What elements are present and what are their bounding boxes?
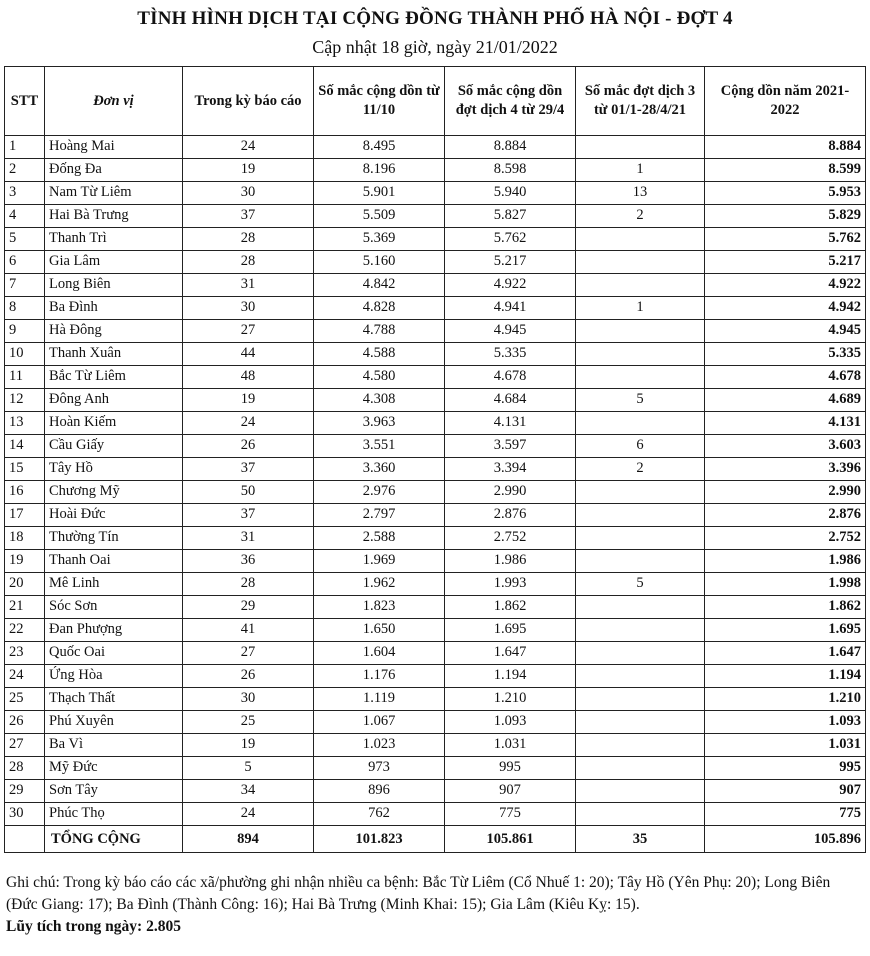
cell-period: 34	[183, 780, 314, 803]
cell-period: 27	[183, 642, 314, 665]
cell-unit: Tây Hồ	[45, 458, 183, 481]
cell-since-1110: 8.495	[314, 136, 445, 159]
cell-stt: 18	[5, 527, 45, 550]
cell-total: 4.945	[705, 320, 866, 343]
cell-stt: 27	[5, 734, 45, 757]
cell-since-1110: 2.976	[314, 481, 445, 504]
cell-unit: Thanh Trì	[45, 228, 183, 251]
table-row	[5, 136, 866, 159]
cell-since-1110: 2.588	[314, 527, 445, 550]
cell-since-1110: 4.828	[314, 297, 445, 320]
cell-unit: Mỹ Đức	[45, 757, 183, 780]
cell-wave4: 4.922	[445, 274, 576, 297]
cell-stt: 19	[5, 550, 45, 573]
cell-unit: Đông Anh	[45, 389, 183, 412]
cell-since-1110: 4.588	[314, 343, 445, 366]
cell-wave4: 8.598	[445, 159, 576, 182]
cell-wave3: 5	[576, 389, 705, 412]
cell-stt: 20	[5, 573, 45, 596]
cell-period: 36	[183, 550, 314, 573]
cell-since-1110: 1.067	[314, 711, 445, 734]
cell-unit: Đống Đa	[45, 159, 183, 182]
table-row	[5, 366, 866, 389]
cell-unit: Đan Phượng	[45, 619, 183, 642]
table-header-row	[5, 67, 866, 136]
cell-wave4: 2.752	[445, 527, 576, 550]
cell-unit: Thường Tín	[45, 527, 183, 550]
cell-period: 25	[183, 711, 314, 734]
cell-since-1110: 1.962	[314, 573, 445, 596]
cell-unit: Long Biên	[45, 274, 183, 297]
cell-wave3: 1	[576, 159, 705, 182]
cell-stt: 4	[5, 205, 45, 228]
cell-total: 5.953	[705, 182, 866, 205]
cell-wave4: 1.093	[445, 711, 576, 734]
cell-total: 1.031	[705, 734, 866, 757]
table-row	[5, 642, 866, 665]
cell-period: 31	[183, 527, 314, 550]
cell-total: 4.678	[705, 366, 866, 389]
cell-period: 31	[183, 274, 314, 297]
cell-unit: Hai Bà Trưng	[45, 205, 183, 228]
cell-stt: 14	[5, 435, 45, 458]
cell-period: 27	[183, 320, 314, 343]
table-row	[5, 412, 866, 435]
cell-unit: Thanh Oai	[45, 550, 183, 573]
cell-wave4: 1.993	[445, 573, 576, 596]
cell-wave3	[576, 734, 705, 757]
cell-stt: 21	[5, 596, 45, 619]
cell-wave3	[576, 711, 705, 734]
cell-period: 30	[183, 297, 314, 320]
cell-since-1110: 1.176	[314, 665, 445, 688]
cell-since-1110: 1.969	[314, 550, 445, 573]
cell-since-1110: 1.823	[314, 596, 445, 619]
cell-total: 1.210	[705, 688, 866, 711]
cell-wave4: 3.394	[445, 458, 576, 481]
cell-stt: 22	[5, 619, 45, 642]
cell-total: 1.986	[705, 550, 866, 573]
total-wave3: 35	[576, 826, 705, 853]
document-title: TÌNH HÌNH DỊCH TẠI CỘNG ĐỒNG THÀNH PHỐ HÀ NỘI - ĐỢT 4	[137, 8, 733, 29]
cell-unit: Ba Đình	[45, 297, 183, 320]
cell-wave4: 8.884	[445, 136, 576, 159]
cell-wave3	[576, 136, 705, 159]
cell-wave3: 13	[576, 182, 705, 205]
cell-since-1110: 4.580	[314, 366, 445, 389]
cell-stt: 7	[5, 274, 45, 297]
cell-total: 5.829	[705, 205, 866, 228]
cell-wave3: 5	[576, 573, 705, 596]
header-wave3: Số mắc đợt dịch 3 từ 01/1-28/4/21	[576, 67, 705, 136]
cell-since-1110: 3.360	[314, 458, 445, 481]
table-row	[5, 734, 866, 757]
cell-total: 2.876	[705, 504, 866, 527]
cell-period: 19	[183, 389, 314, 412]
cell-wave4: 995	[445, 757, 576, 780]
cell-wave4: 775	[445, 803, 576, 826]
cell-unit: Quốc Oai	[45, 642, 183, 665]
cell-total: 1.695	[705, 619, 866, 642]
cell-since-1110: 1.119	[314, 688, 445, 711]
total-row	[5, 826, 866, 853]
cell-unit: Cầu Giấy	[45, 435, 183, 458]
cell-wave4: 1.695	[445, 619, 576, 642]
cell-wave4: 1.647	[445, 642, 576, 665]
cell-stt: 16	[5, 481, 45, 504]
header-since-1110: Số mắc cộng dồn từ 11/10	[314, 67, 445, 136]
cell-total: 4.131	[705, 412, 866, 435]
cell-period: 29	[183, 596, 314, 619]
table-row	[5, 205, 866, 228]
cell-wave4: 1.210	[445, 688, 576, 711]
cell-wave3: 6	[576, 435, 705, 458]
cell-wave4: 4.945	[445, 320, 576, 343]
cell-wave4: 1.862	[445, 596, 576, 619]
cell-total: 1.647	[705, 642, 866, 665]
cell-period: 19	[183, 159, 314, 182]
cell-wave3	[576, 757, 705, 780]
cell-since-1110: 5.901	[314, 182, 445, 205]
cell-since-1110: 1.023	[314, 734, 445, 757]
cell-stt: 10	[5, 343, 45, 366]
cell-since-1110: 4.308	[314, 389, 445, 412]
cell-stt: 28	[5, 757, 45, 780]
cell-period: 24	[183, 136, 314, 159]
update-time: Cập nhật 18 giờ, ngày 21/01/2022	[312, 37, 558, 57]
total-total: 105.896	[705, 826, 866, 853]
cell-wave4: 1.031	[445, 734, 576, 757]
daily-cumulative: Lũy tích trong ngày: 2.805	[6, 918, 181, 935]
cell-stt: 12	[5, 389, 45, 412]
total-row-stt	[5, 826, 45, 853]
table-row	[5, 803, 866, 826]
header-period: Trong kỳ báo cáo	[183, 67, 314, 136]
cell-unit: Ứng Hòa	[45, 665, 183, 688]
cell-total: 4.689	[705, 389, 866, 412]
cell-total: 1.862	[705, 596, 866, 619]
table-row	[5, 596, 866, 619]
cell-total: 1.093	[705, 711, 866, 734]
cell-wave3	[576, 527, 705, 550]
cell-unit: Hoàng Mai	[45, 136, 183, 159]
cell-stt: 24	[5, 665, 45, 688]
cell-stt: 11	[5, 366, 45, 389]
cell-wave4: 4.941	[445, 297, 576, 320]
cell-wave3	[576, 596, 705, 619]
cell-since-1110: 8.196	[314, 159, 445, 182]
cell-unit: Mê Linh	[45, 573, 183, 596]
cell-total: 4.922	[705, 274, 866, 297]
cell-stt: 5	[5, 228, 45, 251]
cell-wave4: 4.131	[445, 412, 576, 435]
cell-wave4: 5.827	[445, 205, 576, 228]
cell-period: 30	[183, 182, 314, 205]
header-wave4: Số mắc cộng dồn đợt dịch 4 từ 29/4	[445, 67, 576, 136]
cell-total: 8.884	[705, 136, 866, 159]
cell-wave3	[576, 504, 705, 527]
cell-period: 37	[183, 504, 314, 527]
cell-stt: 15	[5, 458, 45, 481]
table-row	[5, 435, 866, 458]
cell-total: 1.998	[705, 573, 866, 596]
cell-wave3	[576, 550, 705, 573]
cell-wave4: 2.990	[445, 481, 576, 504]
table-row	[5, 757, 866, 780]
table-row	[5, 665, 866, 688]
cell-total: 1.194	[705, 665, 866, 688]
cell-since-1110: 896	[314, 780, 445, 803]
table-row	[5, 389, 866, 412]
header-stt: STT	[5, 67, 45, 136]
cell-wave4: 4.684	[445, 389, 576, 412]
table-body	[5, 136, 866, 826]
table-row	[5, 274, 866, 297]
total-period: 894	[183, 826, 314, 853]
cell-period: 26	[183, 435, 314, 458]
cell-period: 24	[183, 803, 314, 826]
cell-period: 5	[183, 757, 314, 780]
cell-unit: Gia Lâm	[45, 251, 183, 274]
cell-wave4: 1.986	[445, 550, 576, 573]
cell-unit: Hoàn Kiếm	[45, 412, 183, 435]
cell-wave4: 5.940	[445, 182, 576, 205]
cell-stt: 2	[5, 159, 45, 182]
cell-unit: Bắc Từ Liêm	[45, 366, 183, 389]
cell-period: 48	[183, 366, 314, 389]
cell-wave3	[576, 803, 705, 826]
cell-since-1110: 5.509	[314, 205, 445, 228]
table-row	[5, 504, 866, 527]
cell-stt: 30	[5, 803, 45, 826]
total-label: TỔNG CỘNG	[45, 826, 183, 853]
cell-wave3	[576, 619, 705, 642]
cell-period: 24	[183, 412, 314, 435]
cell-wave3: 1	[576, 297, 705, 320]
cell-wave3	[576, 780, 705, 803]
cell-total: 5.762	[705, 228, 866, 251]
cell-wave4: 2.876	[445, 504, 576, 527]
cell-unit: Sơn Tây	[45, 780, 183, 803]
cell-stt: 6	[5, 251, 45, 274]
table-row	[5, 711, 866, 734]
table-row	[5, 343, 866, 366]
cell-stt: 26	[5, 711, 45, 734]
total-since-1110: 101.823	[314, 826, 445, 853]
cell-unit: Thạch Thất	[45, 688, 183, 711]
cell-stt: 29	[5, 780, 45, 803]
cell-period: 30	[183, 688, 314, 711]
table-row	[5, 320, 866, 343]
cell-wave3	[576, 320, 705, 343]
cell-since-1110: 2.797	[314, 504, 445, 527]
cell-total: 995	[705, 757, 866, 780]
cell-unit: Phúc Thọ	[45, 803, 183, 826]
cell-unit: Phú Xuyên	[45, 711, 183, 734]
cell-wave3	[576, 688, 705, 711]
table-row	[5, 297, 866, 320]
cell-stt: 1	[5, 136, 45, 159]
district-case-table	[4, 66, 866, 853]
cell-since-1110: 5.160	[314, 251, 445, 274]
cell-wave4: 5.217	[445, 251, 576, 274]
cell-since-1110: 762	[314, 803, 445, 826]
cell-since-1110: 4.842	[314, 274, 445, 297]
cell-period: 44	[183, 343, 314, 366]
cell-unit: Hà Đông	[45, 320, 183, 343]
header-unit: Đơn vị	[45, 67, 183, 136]
cell-stt: 17	[5, 504, 45, 527]
footnote: Ghi chú: Trong kỳ báo cáo các xã/phường ghi nhận nhiều ca bệnh: Bắc Từ Liêm (Cổ Nhuế 1: 20); Tây Hồ (Yên Phụ: 20); Long Biên (Đức Giang: 17); Ba Đình (Thành Công: 16); Hai Bà Trưng (Minh Khai: 15); Gia Lâm (Kiêu Kỵ: 15).	[6, 874, 831, 913]
cell-total: 775	[705, 803, 866, 826]
cell-wave3	[576, 481, 705, 504]
table-row	[5, 228, 866, 251]
cell-since-1110: 4.788	[314, 320, 445, 343]
cell-since-1110: 973	[314, 757, 445, 780]
cell-wave3	[576, 642, 705, 665]
cell-since-1110: 1.604	[314, 642, 445, 665]
cell-wave3: 2	[576, 205, 705, 228]
cell-unit: Ba Vì	[45, 734, 183, 757]
cell-stt: 13	[5, 412, 45, 435]
cell-wave4: 5.335	[445, 343, 576, 366]
cell-wave3	[576, 228, 705, 251]
table-row	[5, 573, 866, 596]
cell-wave3	[576, 343, 705, 366]
cell-unit: Hoài Đức	[45, 504, 183, 527]
cell-wave3	[576, 366, 705, 389]
cell-total: 2.990	[705, 481, 866, 504]
total-wave4: 105.861	[445, 826, 576, 853]
cell-stt: 8	[5, 297, 45, 320]
cell-wave4: 1.194	[445, 665, 576, 688]
cell-wave4: 3.597	[445, 435, 576, 458]
cell-unit: Chương Mỹ	[45, 481, 183, 504]
cell-total: 5.217	[705, 251, 866, 274]
cell-period: 28	[183, 573, 314, 596]
cell-stt: 25	[5, 688, 45, 711]
table-row	[5, 527, 866, 550]
cell-stt: 3	[5, 182, 45, 205]
cell-unit: Nam Từ Liêm	[45, 182, 183, 205]
cell-total: 3.396	[705, 458, 866, 481]
table-row	[5, 688, 866, 711]
cell-wave3	[576, 665, 705, 688]
cell-unit: Sóc Sơn	[45, 596, 183, 619]
cell-wave4: 4.678	[445, 366, 576, 389]
cell-wave3	[576, 251, 705, 274]
table-row	[5, 182, 866, 205]
cell-period: 28	[183, 251, 314, 274]
cell-total: 2.752	[705, 527, 866, 550]
table-row	[5, 159, 866, 182]
cell-since-1110: 1.650	[314, 619, 445, 642]
cell-period: 37	[183, 458, 314, 481]
table-row	[5, 458, 866, 481]
cell-period: 37	[183, 205, 314, 228]
cell-period: 28	[183, 228, 314, 251]
table-row	[5, 780, 866, 803]
cell-since-1110: 3.551	[314, 435, 445, 458]
cell-stt: 9	[5, 320, 45, 343]
cell-stt: 23	[5, 642, 45, 665]
cell-total: 8.599	[705, 159, 866, 182]
table-row	[5, 251, 866, 274]
cell-period: 19	[183, 734, 314, 757]
cell-since-1110: 3.963	[314, 412, 445, 435]
cell-period: 41	[183, 619, 314, 642]
cell-total: 907	[705, 780, 866, 803]
cell-total: 4.942	[705, 297, 866, 320]
cell-wave3	[576, 274, 705, 297]
cell-wave4: 5.762	[445, 228, 576, 251]
cell-period: 26	[183, 665, 314, 688]
cell-total: 5.335	[705, 343, 866, 366]
cell-total: 3.603	[705, 435, 866, 458]
table-row	[5, 619, 866, 642]
table-row	[5, 481, 866, 504]
table-row	[5, 550, 866, 573]
cell-wave3	[576, 412, 705, 435]
header-total: Cộng dồn năm 2021-2022	[705, 67, 866, 136]
cell-wave4: 907	[445, 780, 576, 803]
cell-period: 50	[183, 481, 314, 504]
cell-unit: Thanh Xuân	[45, 343, 183, 366]
cell-wave3: 2	[576, 458, 705, 481]
cell-since-1110: 5.369	[314, 228, 445, 251]
